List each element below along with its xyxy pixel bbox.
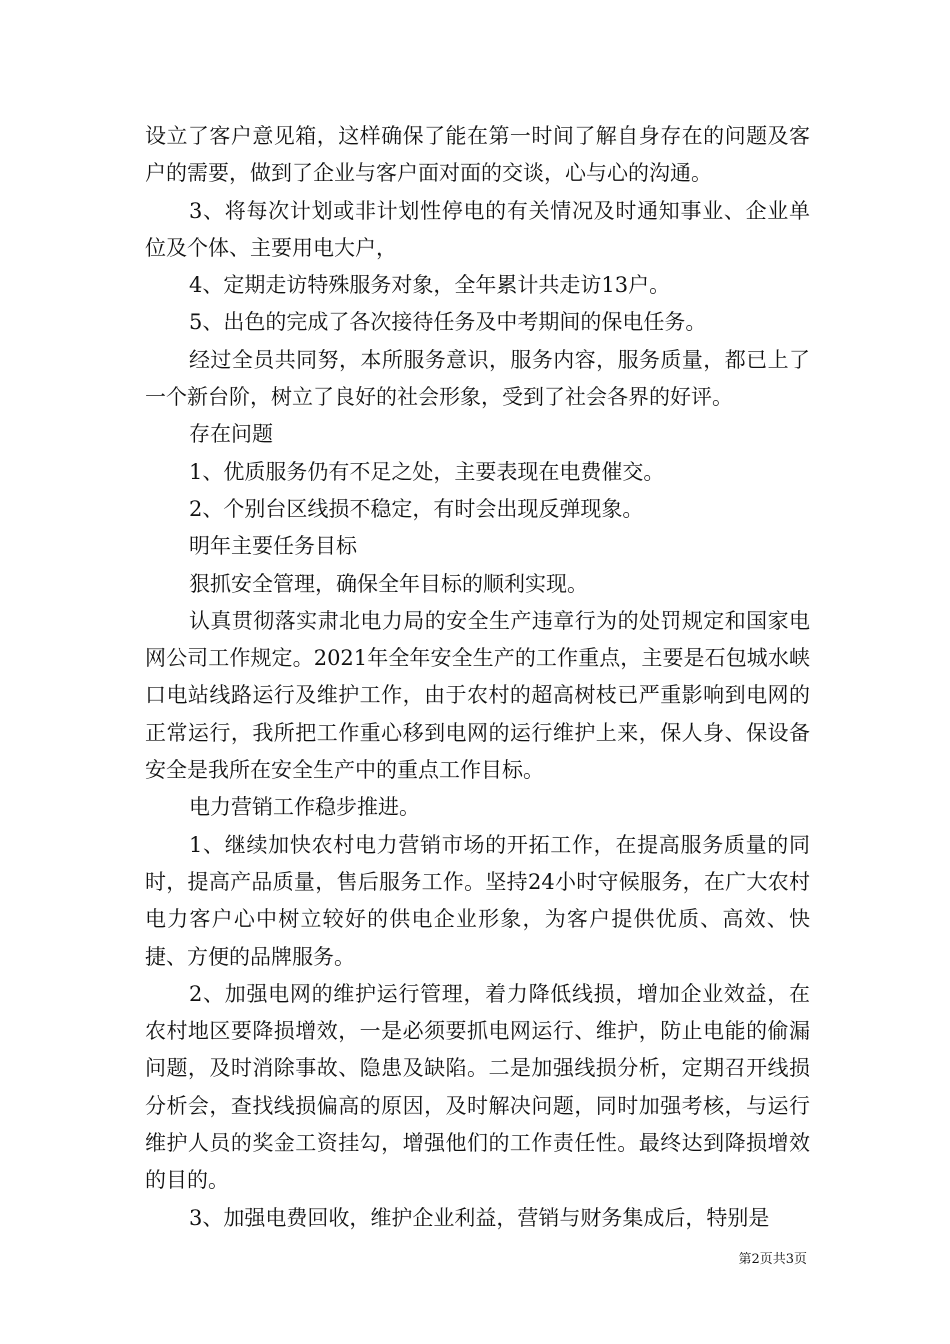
paragraph: 经过全员共同努，本所服务意识，服务内容，服务质量，都已上了一个新台阶，树立了良好的社会形象，受到了社会各界的好评。: [145, 347, 810, 410]
paragraph: 5、出色的完成了各次接待任务及中考期间的保电任务。: [189, 310, 707, 335]
paragraph: 电力营销工作稳步推进。: [189, 795, 420, 820]
section-heading: 明年主要任务目标: [189, 534, 357, 559]
paragraph: 2、个别台区线损不稳定，有时会出现反弹现象。: [189, 496, 644, 521]
paragraph: 认真贯彻落实肃北电力局的安全生产违章行为的处罚规定和国家电网公司工作规定。2021年全年安全生产的工作重点，主要是石包城水峡口电站线路运行及维护工作，由于农村的超高树枝已严重影响到电网的正常运行，我所把工作重心移到电网的运行维护上来，保人身、保设备安全是我所在安全生产中的重点工作目标。: [145, 608, 810, 783]
paragraph: 狠抓安全管理，确保全年目标的顺利实现。: [189, 571, 588, 596]
paragraph: 设立了客户意见箱，这样确保了能在第一时间了解自身存在的问题及客户的需要，做到了企业与客户面对面的交谈，心与心的沟通。: [145, 124, 810, 186]
section-heading: 存在问题: [189, 422, 273, 447]
paragraph: 3、加强电费回收，维护企业利益，营销与财务集成后，特别是: [189, 1205, 770, 1230]
body-text: [145, 118, 810, 1237]
paragraph: 1、优质服务仍有不足之处，主要表现在电费催交。: [189, 459, 665, 484]
paragraph: 1、继续加快农村电力营销市场的开拓工作，在提高服务质量的同时，提高产品质量，售后服务工作。坚持24小时守候服务，在广大农村电力客户心中树立较好的供电企业形象，为客户提供优质、高效、快捷、方便的品牌服务。: [145, 832, 810, 969]
paragraph: 3、将每次计划或非计划性停电的有关情况及时通知事业、企业单位及个体、主要用电大户，: [145, 198, 810, 260]
paragraph: 2、加强电网的维护运行管理，着力降低线损，增加企业效益，在农村地区要降损增效，一是必须要抓电网运行、维护，防止电能的偷漏问题，及时消除事故、隐患及缺陷。二是加强线损分析，定期召开线损分析会，查找线损偏高的原因，及时解决问题，同时加强考核，与运行维护人员的奖金工资挂勾，增强他们的工作责任性。最终达到降损增效的目的。: [145, 981, 810, 1193]
page-number-footer: 第2页共3页: [738, 1252, 807, 1267]
paragraph: 4、定期走访特殊服务对象，全年累计共走访13户。: [189, 273, 671, 298]
